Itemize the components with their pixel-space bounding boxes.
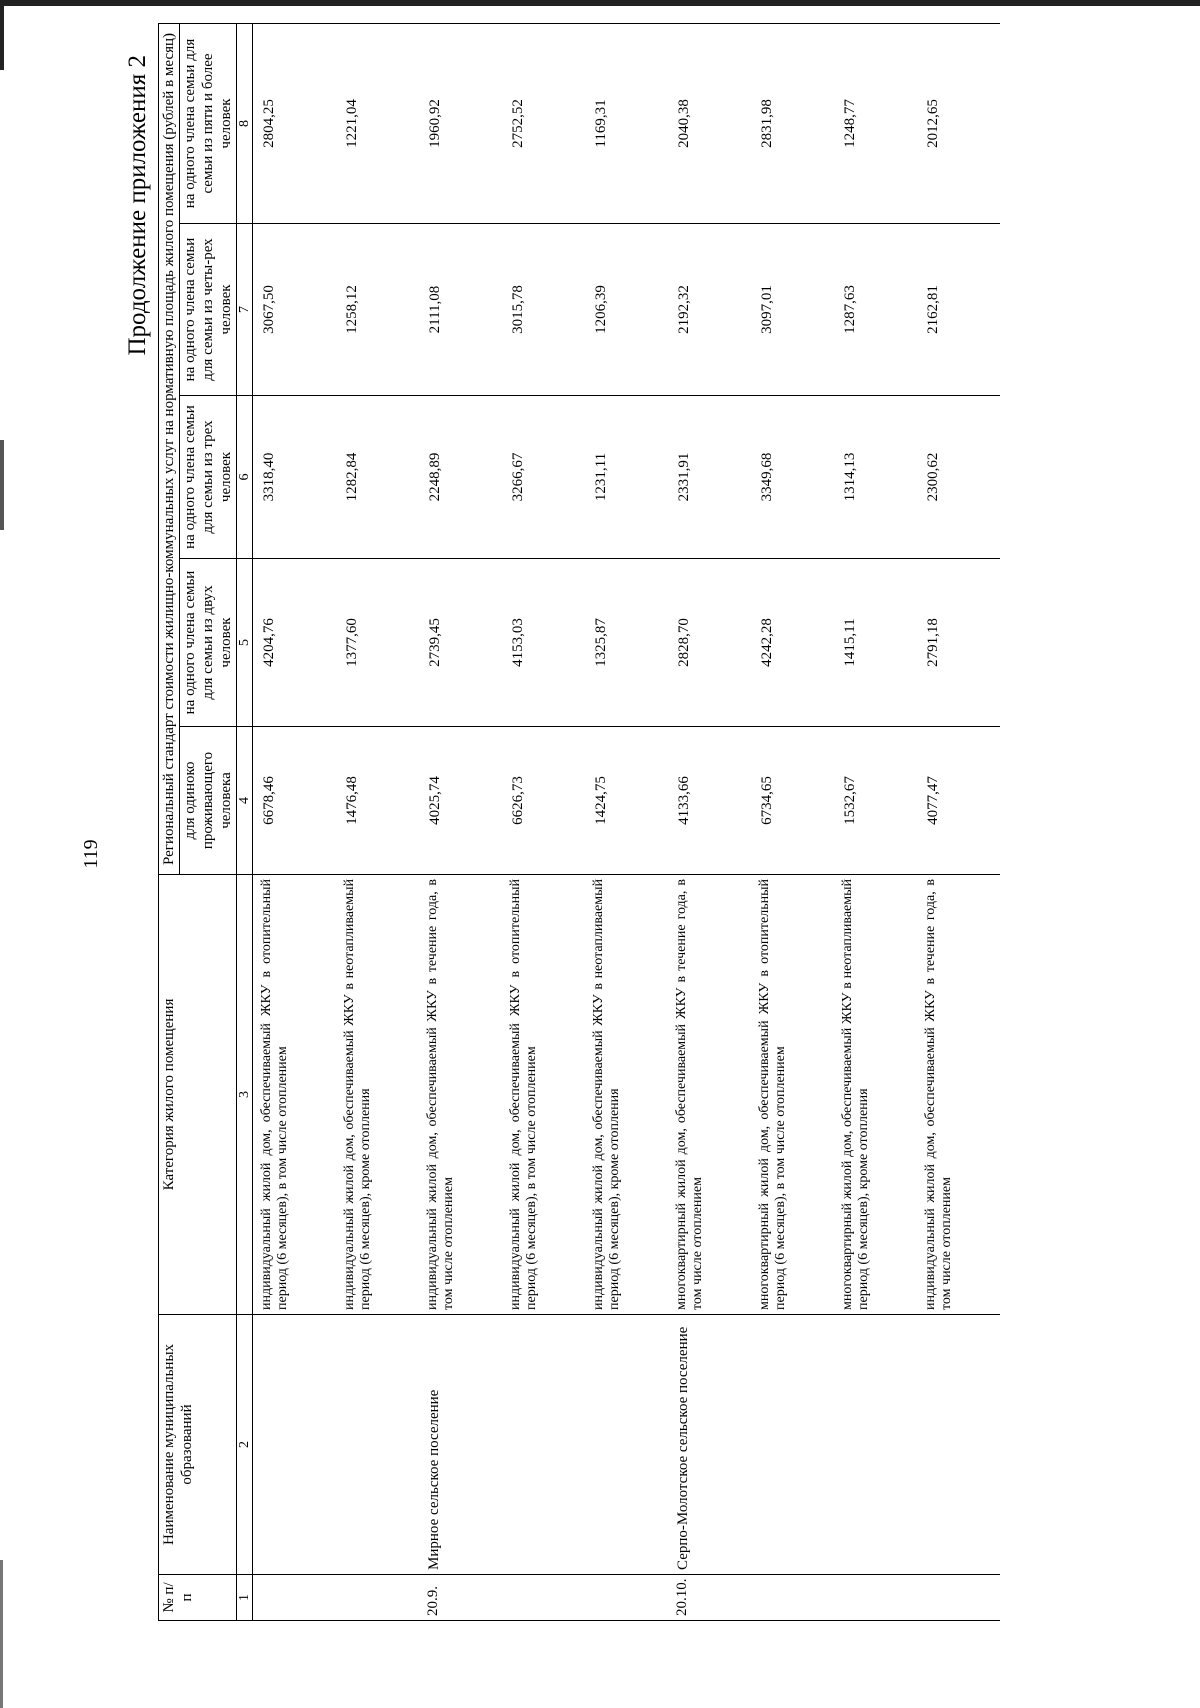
header-municipality: Наименование муниципальных образований: [159, 1315, 237, 1575]
column-number: 2: [237, 1315, 253, 1575]
column-number: 5: [237, 559, 253, 727]
value-family-2: 1325,87: [585, 559, 668, 727]
housing-category: индивидуальный жилой дом, обеспечиваемый ЖКУ в неотапливаемый период (6 месяцев), кроме отопления: [585, 875, 668, 1315]
value-family-3: 2300,62: [917, 396, 1000, 559]
value-single: 1476,48: [336, 727, 419, 875]
row-number: [917, 1575, 1000, 1621]
value-family-3: 2248,89: [419, 396, 502, 559]
table-row: [668, 23, 751, 1620]
value-single: 4133,66: [668, 727, 751, 875]
value-single: 4077,47: [917, 727, 1000, 875]
municipality-name: Серпо-Молотское сельское поселение: [668, 1315, 751, 1575]
value-family-3: 3318,40: [253, 396, 337, 559]
row-number: 20.9.: [419, 1575, 502, 1621]
column-number: 6: [237, 396, 253, 559]
value-family-5plus: 1248,77: [834, 23, 917, 223]
row-number: [585, 1575, 668, 1621]
value-family-4: 2162,81: [917, 224, 1000, 396]
value-single: 6678,46: [253, 727, 337, 875]
value-family-2: 1415,11: [834, 559, 917, 727]
row-number: 20.10.: [668, 1575, 751, 1621]
page-number: 119: [80, 839, 102, 869]
housing-category: многоквартирный жилой дом, обеспечиваемый ЖКУ в отопительный период (6 месяцев), в том числе отоплением: [751, 875, 834, 1315]
value-family-3: 1282,84: [336, 396, 419, 559]
column-number: 7: [237, 224, 253, 396]
value-family-4: 1206,39: [585, 224, 668, 396]
header-col7: на одного члена семьи для семьи из четы-рех человек: [180, 224, 237, 396]
value-family-3: 2331,91: [668, 396, 751, 559]
value-family-4: 2192,32: [668, 224, 751, 396]
value-family-4: 1287,63: [834, 224, 917, 396]
value-family-3: 3349,68: [751, 396, 834, 559]
municipality-name: [834, 1315, 917, 1575]
value-family-4: 3097,01: [751, 224, 834, 396]
column-number: 1: [237, 1575, 253, 1621]
value-single: 6734,65: [751, 727, 834, 875]
housing-category: многоквартирный жилой дом, обеспечиваемый ЖКУ в течение года, в том числе отоплением: [668, 875, 751, 1315]
row-number: [253, 1575, 337, 1621]
continuation-title: Продолжение приложения 2: [124, 55, 151, 356]
column-number: 4: [237, 727, 253, 875]
table-row: [502, 23, 585, 1620]
table-row: [917, 23, 1000, 1620]
value-family-4: 2111,08: [419, 224, 502, 396]
municipality-name: Мирное сельское поселение: [419, 1315, 502, 1575]
value-single: 4025,74: [419, 727, 502, 875]
value-family-2: 2828,70: [668, 559, 751, 727]
municipality-name: [917, 1315, 1000, 1575]
value-family-5plus: 1169,31: [585, 23, 668, 223]
value-family-3: 1231,11: [585, 396, 668, 559]
value-family-4: 1258,12: [336, 224, 419, 396]
value-family-2: 4153,03: [502, 559, 585, 727]
header-category: Категория жилого помещения: [159, 875, 237, 1315]
header-col8: на одного члена семьи для семьи из пяти и более человек: [180, 23, 237, 223]
value-family-3: 1314,13: [834, 396, 917, 559]
value-single: 6626,73: [502, 727, 585, 875]
header-standard-group: Региональный стандарт стоимости жилищно-коммунальных услуг на нормативную площадь жилого помещения (рублей в месяц): [159, 23, 180, 874]
header-col5: на одного члена семьи для семьи из двух человек: [180, 559, 237, 727]
value-family-5plus: 1221,04: [336, 23, 419, 223]
table-row: [419, 23, 502, 1620]
table-row: [585, 23, 668, 1620]
value-family-2: 4204,76: [253, 559, 337, 727]
column-number: 3: [237, 875, 253, 1315]
value-family-5plus: 2831,98: [751, 23, 834, 223]
row-number: [336, 1575, 419, 1621]
value-family-2: 1377,60: [336, 559, 419, 727]
column-numbers-row: [237, 23, 253, 1620]
value-family-5plus: 2804,25: [253, 23, 337, 223]
header-col4: для одиноко проживающего человека: [180, 727, 237, 875]
municipality-name: [585, 1315, 668, 1575]
value-family-3: 3266,67: [502, 396, 585, 559]
municipality-name: [502, 1315, 585, 1575]
header-num: № п/п: [159, 1575, 237, 1621]
standard-cost-table: [158, 23, 1000, 1621]
housing-category: индивидуальный жилой дом, обеспечиваемый ЖКУ в течение года, в том числе отоплением: [419, 875, 502, 1315]
value-family-4: 3015,78: [502, 224, 585, 396]
value-family-5plus: 2752,52: [502, 23, 585, 223]
value-single: 1532,67: [834, 727, 917, 875]
table-body: [253, 23, 1001, 1620]
housing-category: индивидуальный жилой дом, обеспечиваемый ЖКУ в течение года, в том числе отоплением: [917, 875, 1000, 1315]
table-row: [253, 23, 337, 1620]
housing-category: индивидуальный жилой дом, обеспечиваемый ЖКУ в отопительный период (6 месяцев), в том числе отоплением: [253, 875, 337, 1315]
value-family-5plus: 2040,38: [668, 23, 751, 223]
housing-category: многоквартирный жилой дом, обеспечиваемый ЖКУ в неотапливаемый период (6 месяцев), кроме отопления: [834, 875, 917, 1315]
row-number: [751, 1575, 834, 1621]
row-number: [834, 1575, 917, 1621]
value-family-5plus: 1960,92: [419, 23, 502, 223]
housing-category: индивидуальный жилой дом, обеспечиваемый ЖКУ в отопительный период (6 месяцев), в том числе отоплением: [502, 875, 585, 1315]
value-family-2: 4242,28: [751, 559, 834, 727]
municipality-name: [751, 1315, 834, 1575]
value-family-5plus: 2012,65: [917, 23, 1000, 223]
row-number: [502, 1575, 585, 1621]
table-row: [336, 23, 419, 1620]
value-family-4: 3067,50: [253, 224, 337, 396]
housing-category: индивидуальный жилой дом, обеспечиваемый ЖКУ в неотапливаемый период (6 месяцев), кроме отопления: [336, 875, 419, 1315]
table-row: [751, 23, 834, 1620]
value-family-2: 2791,18: [917, 559, 1000, 727]
table-row: [834, 23, 917, 1620]
value-single: 1424,75: [585, 727, 668, 875]
header-col6: на одного члена семьи для семьи из трех человек: [180, 396, 237, 559]
municipality-name: [336, 1315, 419, 1575]
municipality-name: [253, 1315, 337, 1575]
value-family-2: 2739,45: [419, 559, 502, 727]
column-number: 8: [237, 23, 253, 223]
